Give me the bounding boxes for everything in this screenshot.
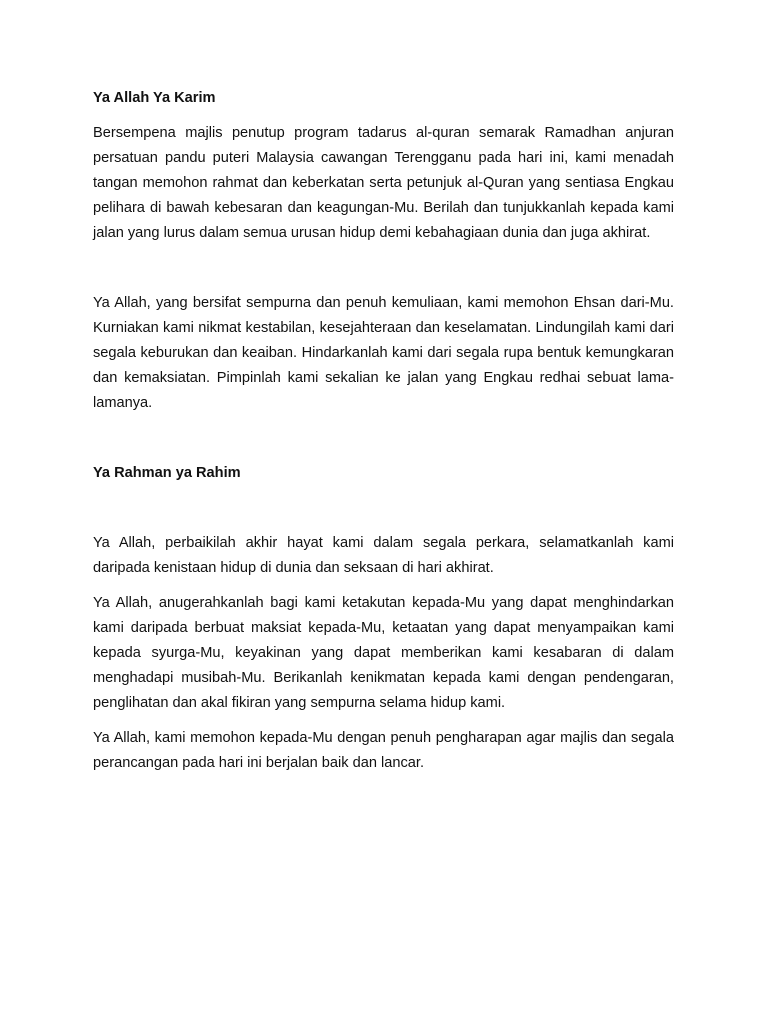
paragraph-closing-prayer: Ya Allah, kami memohon kepada-Mu dengan penuh pengharapan agar majlis dan segala perancangan pada hari ini berjalan baik dan lancar. (93, 730, 674, 771)
heading-ya-allah-ya-karim: Ya Allah Ya Karim (93, 90, 216, 106)
paragraph-ketakutan-prayer: Ya Allah, anugerahkanlah bagi kami ketakutan kepada-Mu yang dapat menghindarkan kami daripada berbuat maksiat kepada-Mu, ketaatan yang dapat menyampaikan kami kepada syurga-Mu, keyakinan yang dapat memberikan kami kesabaran di dalam menghadapi musibah-Mu. Berikanlah kenikmatan kepada kami dengan pendengaran, penglihatan dan akal fikiran yang sempurna selama hidup kami. (93, 595, 674, 711)
paragraph-opening-prayer: Bersempena majlis penutup program tadarus al-quran semarak Ramadhan anjuran persatuan pandu puteri Malaysia cawangan Terengganu pada hari ini, kami menadah tangan memohon rahmat dan keberkatan serta petunjuk al-Quran yang sentiasa Engkau pelihara di bawah kebesaran dan keagungan-Mu. Berilah dan tunjukkanlah kepada kami jalan yang lurus dalam semua urusan hidup demi kebahagiaan dunia dan juga akhirat. (93, 125, 674, 241)
heading-ya-rahman-ya-rahim: Ya Rahman ya Rahim (93, 465, 241, 481)
document-page (93, 86, 674, 776)
paragraph-ehsan-prayer: Ya Allah, yang bersifat sempurna dan penuh kemuliaan, kami memohon Ehsan dari-Mu. Kurniakan kami nikmat kestabilan, kesejahteraan dan keselamatan. Lindungilah kami dari segala keburukan dan keaiban. Hindarkanlah kami dari segala rupa bentuk kemungkaran dan kemaksiatan. Pimpinlah kami sekalian ke jalan yang Engkau redhai sebuat lama-lamanya. (93, 295, 674, 411)
paragraph-akhir-hayat-prayer: Ya Allah, perbaikilah akhir hayat kami dalam segala perkara, selamatkanlah kami daripada kenistaan hidup di dunia dan seksaan di hari akhirat. (93, 535, 674, 576)
